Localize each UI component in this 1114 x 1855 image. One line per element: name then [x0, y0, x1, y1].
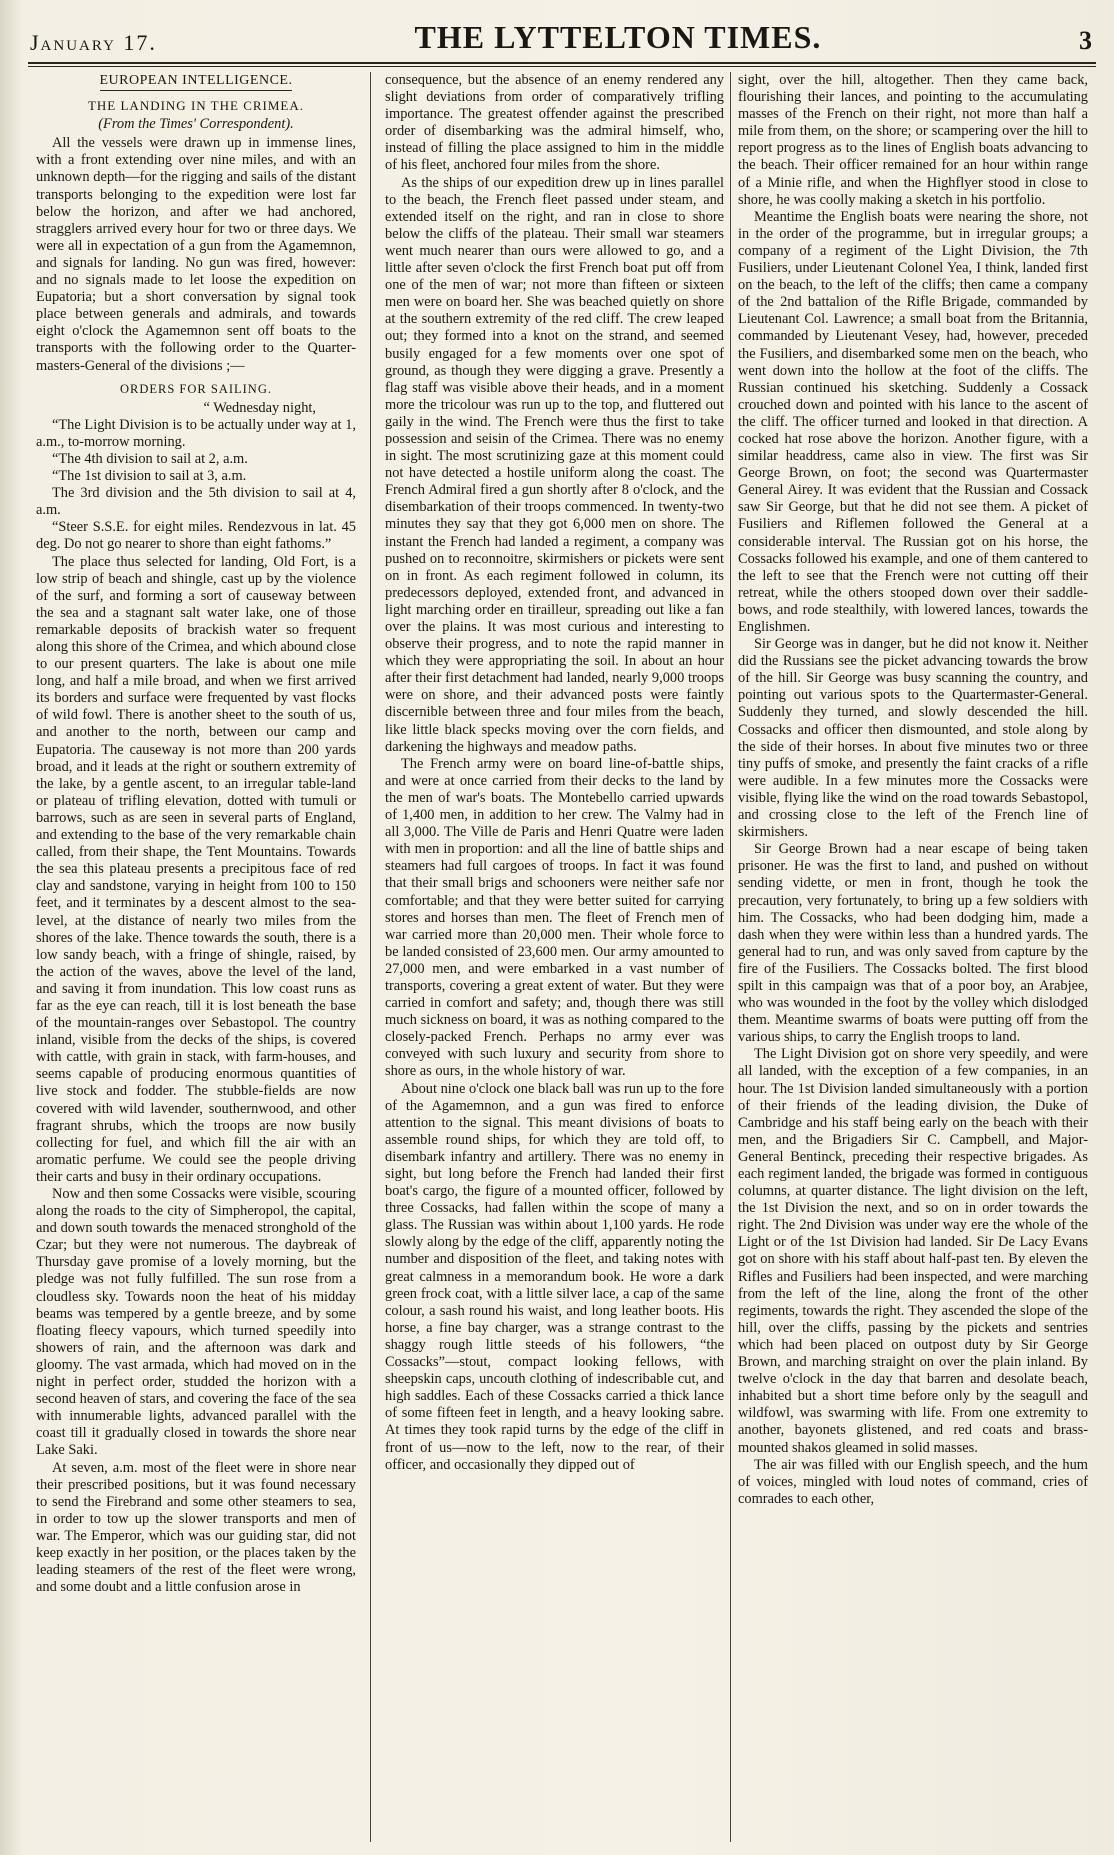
order-line: “The 4th division to sail at 2, a.m. [52, 450, 248, 467]
newspaper-title: THE LYTTELTON TIMES. [414, 19, 822, 55]
paragraph: As the ships of our expedition drew up in lines parallel to the beach, the French fleet passed under steam, and extended itself on the right, and ran in close to shore below the cliffs of the plateau. Their small war steamers went much nearer than ours were allowed to go, and a little after seven o'clock the first French boat put off from one of the men of war; not more than fifteen or sixteen men were on board her. She was beached quietly on shore at the southern extremity of the red cliff. The crew leaped out; they formed into a knot on the strand, and seemed busily engaged for a few moments over one spot of ground, as though they were digging a grave. Presently a flag staff was visible above their heads, and in a moment more the tricolour was run up to the top, and fluttered out gaily in the wind. The French were thus the first to take possession and seisin of the Crimea. There was no enemy in sight. The most scrutinizing gaze at this moment could not have detected a hostile uniform along the coast. The French Admiral fired a gun shortly after 8 o'clock, and the disembarkation of their troops commenced. In twenty-two minutes they say that they got 6,000 men on shore. The instant the French had landed a regiment, a company was pushed on to reconnoitre, skirmishers or pickets were sent on in front. As each regiment followed in column, its predecessors deployed, extended front, and advanced in light marching order en tirailleur, spreading out like a fan over the plains. It was most curious and interesting to observe their progress, and to note the rapid manner in which they were appropriating the soil. In about an hour after their first detachment had landed, nearly 9,000 troops were on shore, and their advanced posts were faintly discernible between three and four miles from the beach, like little black specks moving over the corn fields, and darkening the highways and meadow paths. [385, 174, 724, 755]
paragraph: Sir George Brown had a near escape of being taken prisoner. He was the first to land, and pushed on without sending vidette, or men in front, though he took the precaution, very fortunately, to bring up a few soldiers with him. The Cossacks, who had been dodging him, made a dash when they were within less than a hundred yards. The general had to run, and was only saved from capture by the fire of the Fusiliers. The Cossacks bolted. The first blood spilt in this campaign was that of a poor boy, an Arabjee, who was wounded in the foot by the volley which dislodged them. Meantime swarms of boats were putting off from the various ships, to carry the English troops to land. [738, 841, 1088, 1046]
order-line: The 3rd division and the 5th division to sail at 4, a.m. [36, 485, 356, 519]
paragraph: The Light Division got on shore very speedily, and were all landed, with the exception of a few companies, in an hour. The 1st Division landed simultaneously with a portion of their friends of the leading division, the Duke of Cambridge and his staff being early on the beach with their men, and the Brigadiers Sir C. Campbell, and Major-General Bentinck, preceding their respective brigades. As each regiment landed, the brigade was formed in contiguous columns, at quarter distance. The light division on the left, the 1st Division the next, and so on in order towards the right. The 2nd Division was under way ere the whole of the Light or of the 1st Division had landed. Sir De Lacy Evans got on shore with his staff about half-past ten. By eleven the Rifles and Fusiliers had been inspected, and were marching from the left of the line, along the front of the other regiments, towards the right. They ascended the slope of the hill, over the cliffs, passing by the pickets and sentries which had been placed on outpost duty by Sir George Brown, and marching straight on over the plain inland. By twelve o'clock in the day that barren and desolate beach, inhabited but a short time before only by the seagull and wildfowl, was swarming with life. From one extremity to another, bayonets glistened, and red coats and brass-mounted shakos gleamed in solid masses. [738, 1046, 1088, 1456]
article-byline: (From the Times' Correspondent). [98, 116, 294, 133]
page-number: 3 [1078, 26, 1092, 55]
paragraph: consequence, but the absence of an enemy rendered any slight deviations from order of comparatively trifling importance. The greatest offender against the prescribed order of disembarking was the admiral himself, who, instead of filling the place assigned to him in the middle of his fleet, anchored four miles from the shore. [385, 72, 724, 174]
article-title: THE LANDING IN THE CRIMEA. [87, 98, 305, 114]
orders-heading: ORDERS FOR SAILING. [119, 381, 272, 396]
masthead-rule-thick [28, 62, 1096, 64]
paragraph: At seven, a.m. most of the fleet were in shore near their prescribed positions, but it was found necessary to send the Firebrand and some other steamers to sea, in order to tow up the slower transports and men of war. The Emperor, which was our guiding star, did not keep exactly in her position, or the places taken by the leading steamers of the rest of the fleet were wrong, and some doubt and a little confusion arose in [36, 1459, 356, 1596]
column-2 [385, 72, 724, 1842]
paragraph: Sir George was in danger, but he did not know it. Neither did the Russians see the picket advancing towards the brow of the hill. Sir George was busy scanning the country, and pointing out various spots to the Quartermaster-General. Suddenly they turned, and slowly descended the hill. Cossacks and officer then dismounted, and stole along by the side of their horses. In about five minutes two or three tiny puffs of smoke, and presently the faint cracks of a rifle were audible. In a few minutes more the Cossacks were visible, flying like the wind on the road towards Sebastopol, and crossing close to the left of the French line of skirmishers. [738, 636, 1088, 841]
order-line: “The 1st division to sail at 3, a.m. [52, 468, 247, 485]
masthead-rule-thin [28, 66, 1096, 67]
paragraph: About nine o'clock one black ball was run up to the fore of the Agamemnon, and a gun was fired to enforce attention to the signal. This meant divisions of boats to assemble round ships, for which they are told off, to disembark infantry and artillery. There was no enemy in sight, but long before the French had landed their first boat's cargo, the figure of a mounted officer, followed by three Cossacks, had fallen within the scope of many a glass. The Russian was within about 1,100 yards. He rode slowly along by the edge of the cliff, apparently noting the number and disposition of the fleet, and taking notes with great calmness in a memorandum book. He wore a dark green frock coat, with a little silver lace, a cap of the same colour, a sash round his waist, and long leather boots. His horse, a fine bay charger, was a strange contrast to the shaggy rough little steeds of his followers, “the Cossacks”—stout, compact looking fellows, with sheepskin caps, uncouth clothing of indescribable cut, and high saddles. Each of these Cossacks carried a thick lance of some fifteen feet in length, and a heavy looking sabre. At times they took rapid turns by the edge of the cliff in front of us—now to the left, now to the rear, of their officer, and occasionally they dipped out of [385, 1080, 724, 1473]
paragraph: Meantime the English boats were nearing the shore, not in the order of the programme, but in irregular groups; a company of a regiment of the Light Division, the 7th Fusiliers, under Lieutenant Colonel Yea, I think, landed first on the beach, to the left of the cliffs; then came a company of the 2nd battalion of the Rifle Brigade, commanded by Lieutenant Col. Lawrence; a small boat from the Britannia, commanded by Lieutenant Vesey, had, however, preceded the Fusiliers, and disembarked some men on the beach, who went down into the hollow at the foot of the cliffs. The Russian continued his sketching. Suddenly a Cossack crouched down and pointed with his lance to the ascent of the cliff. The officer turned and looked in that direction. A cocked hat rose above the horizon. Another figure, with a similar headdress, came also in view. The first was Sir George Brown, on foot; the second was Quartermaster General Airey. It was evident that the Russian and Cossack saw Sir George, but that he did not see them. A picket of Fusiliers and Riflemen followed the General at a considerable interval. The Russian got on his horse, the Cossacks followed his example, and one of them cantered to the left to see that the French were not cutting off their retreat, while the others stooped down over their saddle-bows, and rode stealthily, with lowered lances, towards the Englishmen. [738, 208, 1088, 635]
order-line: “The Light Division is to be actually under way at 1, a.m., to-morrow morning. [36, 416, 356, 450]
paragraph: The air was filled with our English speech, and the hum of voices, mingled with loud notes of command, cries of comrades to each other, [738, 1456, 1088, 1507]
column-divider-1 [370, 72, 371, 1842]
section-heading: EUROPEAN INTELLIGENCE. [36, 72, 356, 91]
paragraph: All the vessels were drawn up in immense lines, with a front extending over nine miles, and with an unknown depth—for the rigging and sails of the distant transports belonging to the expedition were lost far below the horizon, and after we had anchored, stragglers arrived every hour for two or three days. We were all in expectation of a gun from the Agamemnon, and signals for landing. No gun was fired, however: and no signals made to let loose the expedition on Eupatoria; but a short conversation by signal took place between generals and admirals, and towards eight o'clock the Agamemnon sent off boats to the transports with the following order to the Quarter-masters-General of the divisions ;— [36, 135, 356, 374]
order-line: “Steer S.S.E. for eight miles. Rendezvous in lat. 45 deg. Do not go nearer to shore than eight fathoms.” [36, 519, 356, 553]
paragraph: The place thus selected for landing, Old Fort, is a low strip of beach and shingle, cast up by the violence of the surf, and forming a sort of causeway between the sea and a stagnant salt water lake, one of those remarkable deposits of brackish water so frequent along this shore of the Crimea, and which abound close to our present quarters. The lake is about one mile long, and half a mile broad, and when we first arrived its borders and surface were frequented by vast flocks of wild fowl. There is another sheet to the south of us, and another to the north, between our camp and Eupatoria. The causeway is not more than 200 yards broad, and it leads at the right or southern extremity of the lake, by a gentle ascent, to an irregular table-land or plateau of trifling elevation, dotted with tumuli or barrows, such as are seen in several parts of England, and extending to the base of the very remarkable chain called, from their shape, the Tent Mountains. Towards the sea this plateau presents a precipitous face of red clay and sandstone, varying in height from 100 to 150 feet, and it terminates by a descent almost to the sea-level, at the distance of nearly two miles from the shores of the lake. Thence towards the south, there is a low sandy beach, with a fringe of shingle, raised, by the action of the waves, above the level of the land, and saving it from inundation. This low coast runs as far as the eye can reach, till it is lost beneath the base of the mountain-ranges over Sebastopol. The country inland, visible from the decks of the ships, is covered with cattle, with grain in stack, with farm-houses, and seems capable of producing enormous quantities of live stock and fodder. The stubble-fields are now covered with wild lavender, southernwood, and other fragrant shrubs, which the troops are now busily collecting for fuel, and which fill the air with an aromatic perfume. We could see the people driving their carts and busy in their ordinary occupations. [36, 553, 356, 1185]
paragraph: The French army were on board line-of-battle ships, and were at once carried from their decks to the land by the men of war's boats. The Montebello carried upwards of 1,400 men, in addition to her crew. The Valmy had in all 3,000. The Ville de Paris and Henri Quatre were laden with men in proportion: and all the line of battle ships and steamers had full cargoes of troops. In fact it was found that their small brigs and schooners were neither safe nor comfortable; and that they were better suited for carrying stores and horses than men. The fleet of French men of war carried more than 20,000 men. Their whole force to be landed consisted of 23,600 men. Our army amounted to 27,000 men, and were embarked in a vast number of transports, covering a great extent of water. But they were carried in comfort and safety; and, though there was still much sickness on board, it was as nothing compared to the closely-packed French. Perhaps no army ever was conveyed with such luxury and security from shore to shore as ours, in the whole history of war. [385, 755, 724, 1080]
paragraph: Now and then some Cossacks were visible, scouring along the roads to the city of Simpheropol, the capital, and down south towards the menaced stronghold of the Czar; but they were not numerous. The daybreak of Thursday gave promise of a lovely morning, but the pledge was not fully fulfilled. The sun rose from a cloudless sky. Towards noon the heat of his midday beams was tempered by a gentle breeze, and by some floating fleecy vapours, which turned speedily into showers of rain, and the afternoon was dark and gloomy. The vast armada, which had moved on in the night in perfect order, studded the horizon with a second heaven of stars, and covering the face of the sea with innumerable lights, advanced parallel with the coast till it gradually closed in towards the shore near Lake Saki. [36, 1186, 356, 1459]
orders-time: “ Wednesday night, [203, 399, 316, 416]
column-3 [738, 72, 1088, 1842]
column-divider-2 [730, 72, 731, 1842]
issue-date: January 17. [30, 30, 157, 55]
paragraph: sight, over the hill, altogether. Then they came back, flourishing their lances, and pointing to the accumulating masses of the French on their right, not more than half a mile from them, on the shore; or scampering over the hill to report progress as to the lines of English boats advancing to the beach. Their officer remained for an hour within range of a Minie rifle, and when the Highflyer stood in close to shore, he was coolly making a sketch in his portfolio. [738, 72, 1088, 208]
column-1 [36, 72, 356, 1842]
masthead [30, 20, 1092, 56]
